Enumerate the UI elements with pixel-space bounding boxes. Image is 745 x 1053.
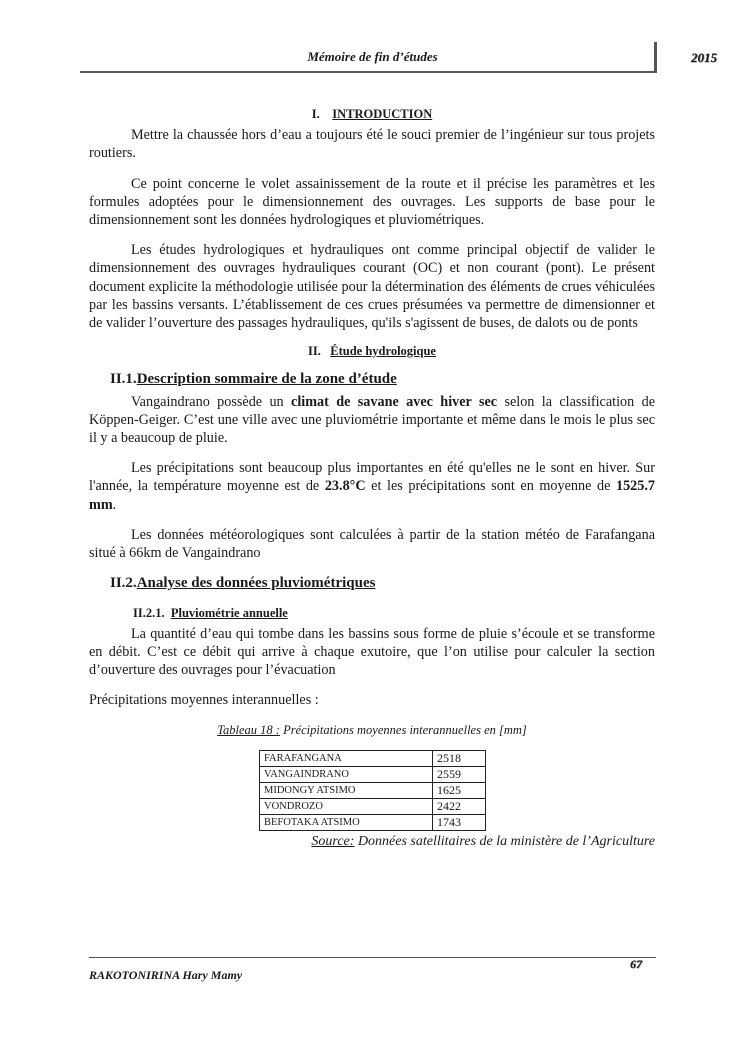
footer-rule: [89, 957, 656, 958]
value-cell: 2518: [433, 750, 486, 766]
station-cell: FARAFANGANA: [260, 750, 433, 766]
value-cell: 2559: [433, 766, 486, 782]
intro-paragraph-3: Les études hydrologiques et hydrauliques ont comme principal objectif de valider le dimensionnement des ouvrages hydrauliques courant (OC) et non courant (pont). Le présent document explicite la méthodologie utilisée pour la détermination des éléments de crues véhiculées par les bassins versants. L’établissement de ces crues présumées va permettre de dimensionner et de valider l’ouverture des passages hydrauliques, qu'ils s'agissent de buses, de dalots ou de ponts: [89, 242, 655, 332]
caption-text: Précipitations moyennes interannuelles en [mm]: [279, 723, 527, 738]
text-run: .: [112, 496, 117, 513]
table-caption: [89, 721, 655, 739]
table-source: [89, 833, 655, 851]
heading-text: Étude hydrologique: [330, 344, 436, 359]
heading-number: II.: [308, 344, 321, 359]
heading-text: INTRODUCTION: [332, 107, 433, 121]
precipitation-table: [259, 750, 486, 831]
heading-number: II.2.: [110, 575, 137, 592]
header-divider: [654, 42, 657, 73]
table-row: [260, 750, 486, 766]
description-paragraph-1: [89, 393, 655, 448]
table-row: [260, 798, 486, 814]
text-run: Vangaindrano possède un: [131, 393, 292, 410]
value-cell: 1743: [433, 814, 486, 830]
table-row: [260, 766, 486, 782]
heading-annual-rainfall: [89, 604, 655, 622]
heading-analysis: [89, 574, 655, 592]
intro-paragraph-1: Mettre la chaussée hors d’eau a toujours été le souci premier de l’ingénieur sur tous projets routiers.: [89, 127, 655, 162]
station-cell: MIDONGY ATSIMO: [260, 782, 433, 798]
heading-text: Description sommaire de la zone d’étude: [136, 371, 397, 388]
heading-hydrology: [89, 342, 655, 360]
header-rule: [80, 71, 656, 73]
table-row: [260, 814, 486, 830]
description-paragraph-2: [89, 459, 655, 514]
heading-text: Pluviométrie annuelle: [170, 606, 288, 621]
page-body: [89, 98, 655, 851]
page-number: 67: [630, 957, 642, 971]
text-run: Les précipitations sont beaucoup plus importantes en été qu'elles ne le sont en hiver. Sur l'année, la température moyenne est de: [89, 460, 655, 495]
header-year: 2015: [691, 50, 717, 65]
heading-number: II.2.1.: [133, 606, 165, 621]
climate-emphasis: climat de savane avec hiver sec: [291, 393, 498, 410]
table-row: [260, 782, 486, 798]
header-title: Mémoire de fin d’études: [307, 49, 438, 64]
intro-paragraph-2: Ce point concerne le volet assainissement de la route et il précise les paramètres et les formules adoptées pour le dimensionnement des ouvrages. Les supports de base pour le dimensionnement sont les données hydrologiques et pluviométriques.: [89, 175, 655, 229]
temperature-value: 23.8°C: [324, 478, 366, 495]
source-label: Source:: [311, 833, 355, 849]
description-paragraph-3: Les données météorologiques sont calculées à partir de la station météo de Farafangana situé à 66km de Vangaindrano: [89, 526, 655, 562]
rainfall-value: 1525.7 mm: [89, 478, 655, 513]
text-run: selon la classification de Köppen-Geiger. C’est une ville avec une pluviométrie importante et même dans le mois le plus sec il y a beaucoup de pluie.: [89, 393, 655, 447]
heading-number: II.1.: [110, 371, 137, 388]
footer-author: RAKOTONIRINA Hary Mamy: [89, 968, 243, 982]
heading-number: I.: [311, 107, 320, 121]
heading-description: [89, 370, 655, 388]
text-run: et les précipitations sont en moyenne de: [365, 478, 616, 495]
heading-introduction: [89, 105, 655, 123]
heading-text: Analyse des données pluviométriques: [136, 575, 376, 592]
annual-paragraph: La quantité d’eau qui tombe dans les bassins sous forme de pluie s’écoule et se transforme en débit. C’est ce débit qui arrive à chaque exutoire, que l’on utilise pour calculer la section d’ouverture des ouvrages pour l’évacuation: [89, 625, 655, 679]
value-cell: 1625: [433, 782, 486, 798]
precipitation-intro: Précipitations moyennes interannuelles :: [89, 692, 319, 709]
station-cell: VANGAINDRANO: [260, 766, 433, 782]
station-cell: VONDROZO: [260, 798, 433, 814]
station-cell: BEFOTAKA ATSIMO: [260, 814, 433, 830]
value-cell: 2422: [433, 798, 486, 814]
caption-label: Tableau 18 :: [217, 723, 280, 738]
source-text: Données satellitaires de la ministère de l’Agriculture: [354, 833, 655, 849]
